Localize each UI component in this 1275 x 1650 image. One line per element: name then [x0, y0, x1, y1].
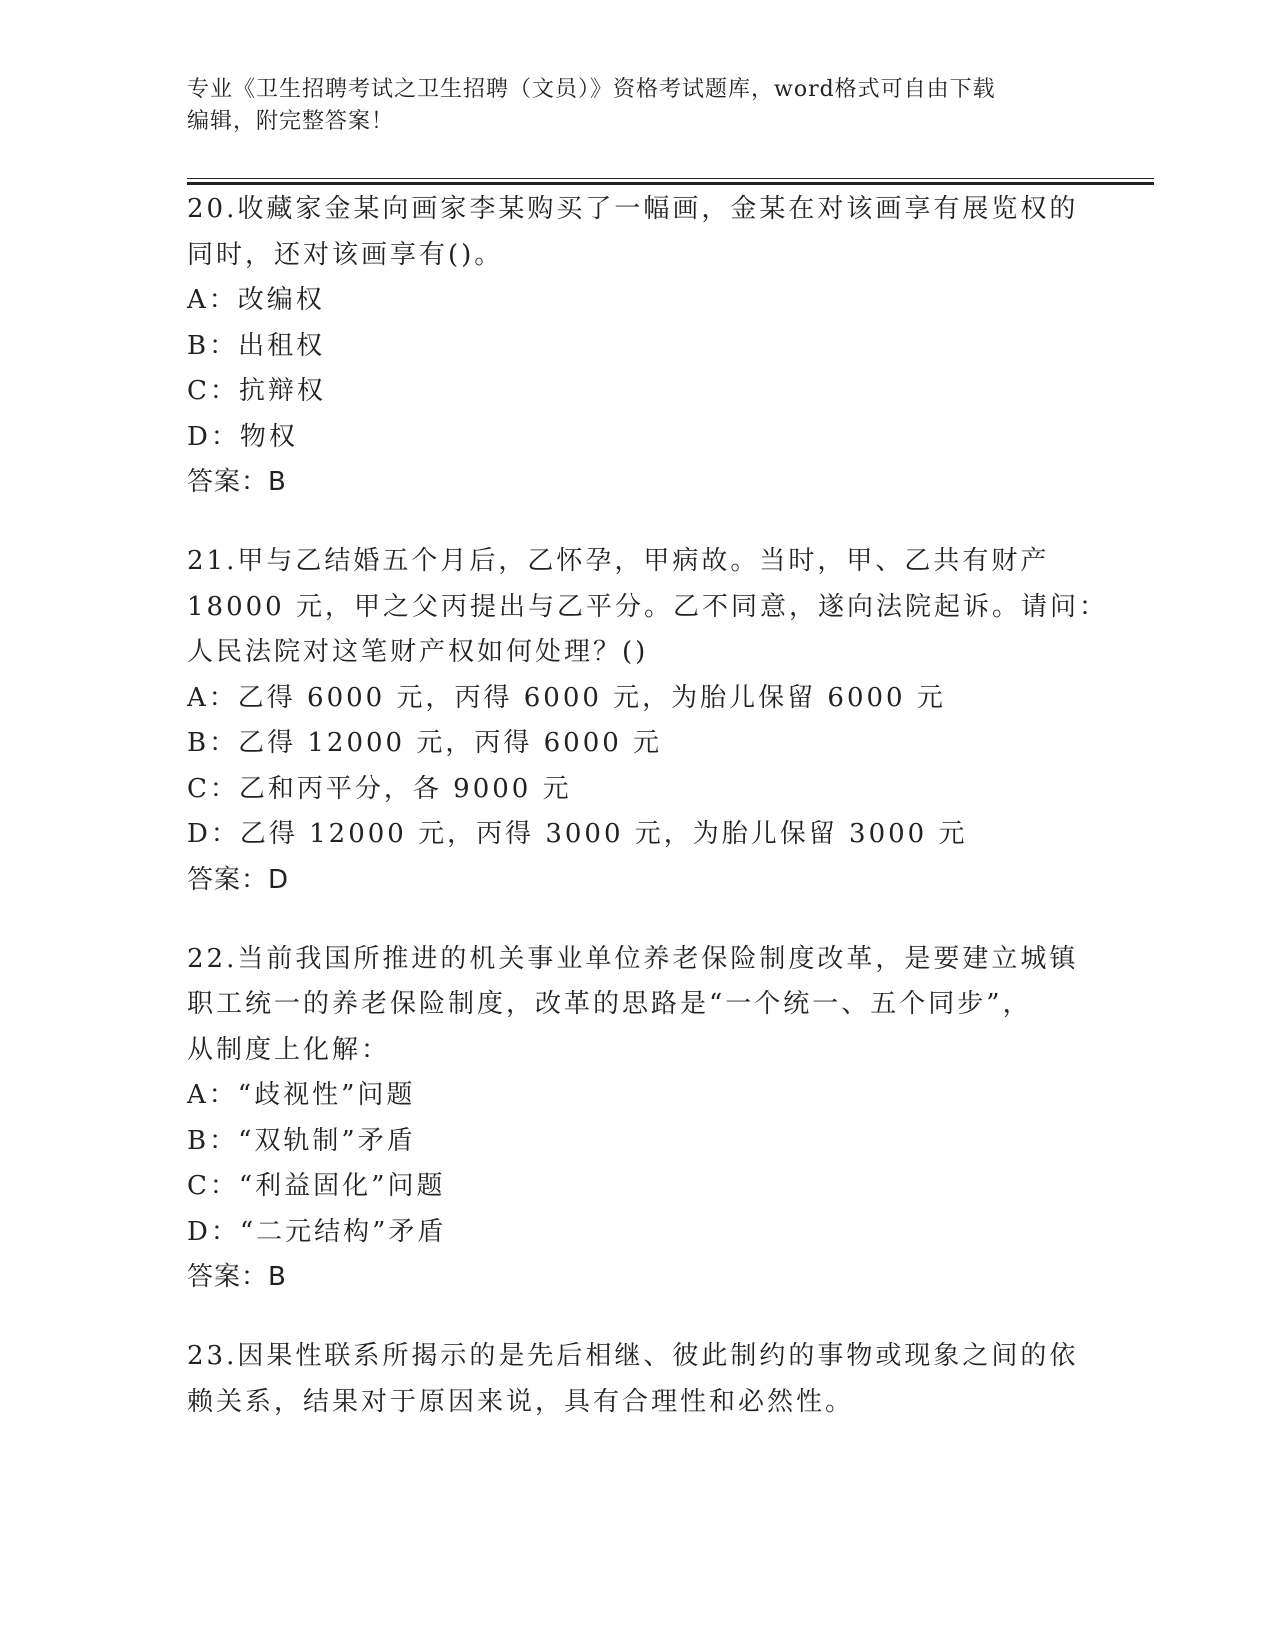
answer-label: 答案：B	[187, 467, 287, 497]
question-list	[187, 187, 1108, 1459]
option-d: D：物权	[187, 421, 298, 452]
option-d: D：“二元结构”矛盾	[187, 1216, 447, 1247]
question-20	[187, 187, 1087, 505]
option-a: A：“歧视性”问题	[187, 1080, 416, 1110]
option-b: B：出租权	[187, 330, 326, 361]
option-b: B：“双轨制”矛盾	[187, 1125, 416, 1156]
answer-label: 答案：D	[187, 864, 290, 895]
option-a: A：乙得 6000 元，丙得 6000 元，为胎儿保留 6000 元	[187, 682, 946, 713]
question-text: 22.当前我国所推进的机关事业单位养老保险制度改革，是要建立城镇	[187, 943, 1079, 974]
header-line-2: 编辑，附完整答案！	[187, 109, 395, 134]
question-text: 20.收藏家金某向画家李某购买了一幅画，金某在对该画享有展览权的	[187, 194, 1079, 224]
header-divider-thick	[187, 182, 1154, 185]
option-c: C：乙和丙平分，各 9000 元	[187, 773, 572, 804]
option-c: C：抗辩权	[187, 376, 326, 406]
question-text: 职工统一的养老保险制度，改革的思路是“一个统一、五个同步”，	[187, 989, 1032, 1019]
question-21	[187, 539, 1108, 903]
option-b: B：乙得 12000 元，丙得 6000 元	[187, 728, 663, 758]
question-text: 赖关系，结果对于原因来说，具有合理性和必然性。	[187, 1386, 855, 1417]
option-a: A：改编权	[187, 285, 325, 315]
option-d: D：乙得 12000 元，丙得 3000 元，为胎儿保留 3000 元	[187, 819, 968, 849]
question-text: 21.甲与乙结婚五个月后，乙怀孕，甲病故。当时，甲、乙共有财产	[187, 546, 1050, 576]
answer-label: 答案：B	[187, 1262, 287, 1292]
header-line-1: 专业《卫生招聘考试之卫生招聘（文员）》资格考试题库，word格式可自由下载	[187, 77, 996, 102]
question-22	[187, 937, 1087, 1301]
question-23	[187, 1334, 1087, 1425]
question-text: 从制度上化解：	[187, 1034, 391, 1065]
document-header	[187, 74, 1087, 138]
option-c: C：“利益固化”问题	[187, 1171, 446, 1201]
question-text: 23.因果性联系所揭示的是先后相继、彼此制约的事物或现象之间的依	[187, 1341, 1079, 1371]
question-text: 18000 元，甲之父丙提出与乙平分。乙不同意，遂向法院起诉。请问：	[187, 591, 1108, 622]
question-text: 同时，还对该画享有()。	[187, 239, 504, 270]
question-text: 人民法院对这笔财产权如何处理？()	[187, 637, 649, 667]
header-divider-thin	[187, 178, 1154, 179]
